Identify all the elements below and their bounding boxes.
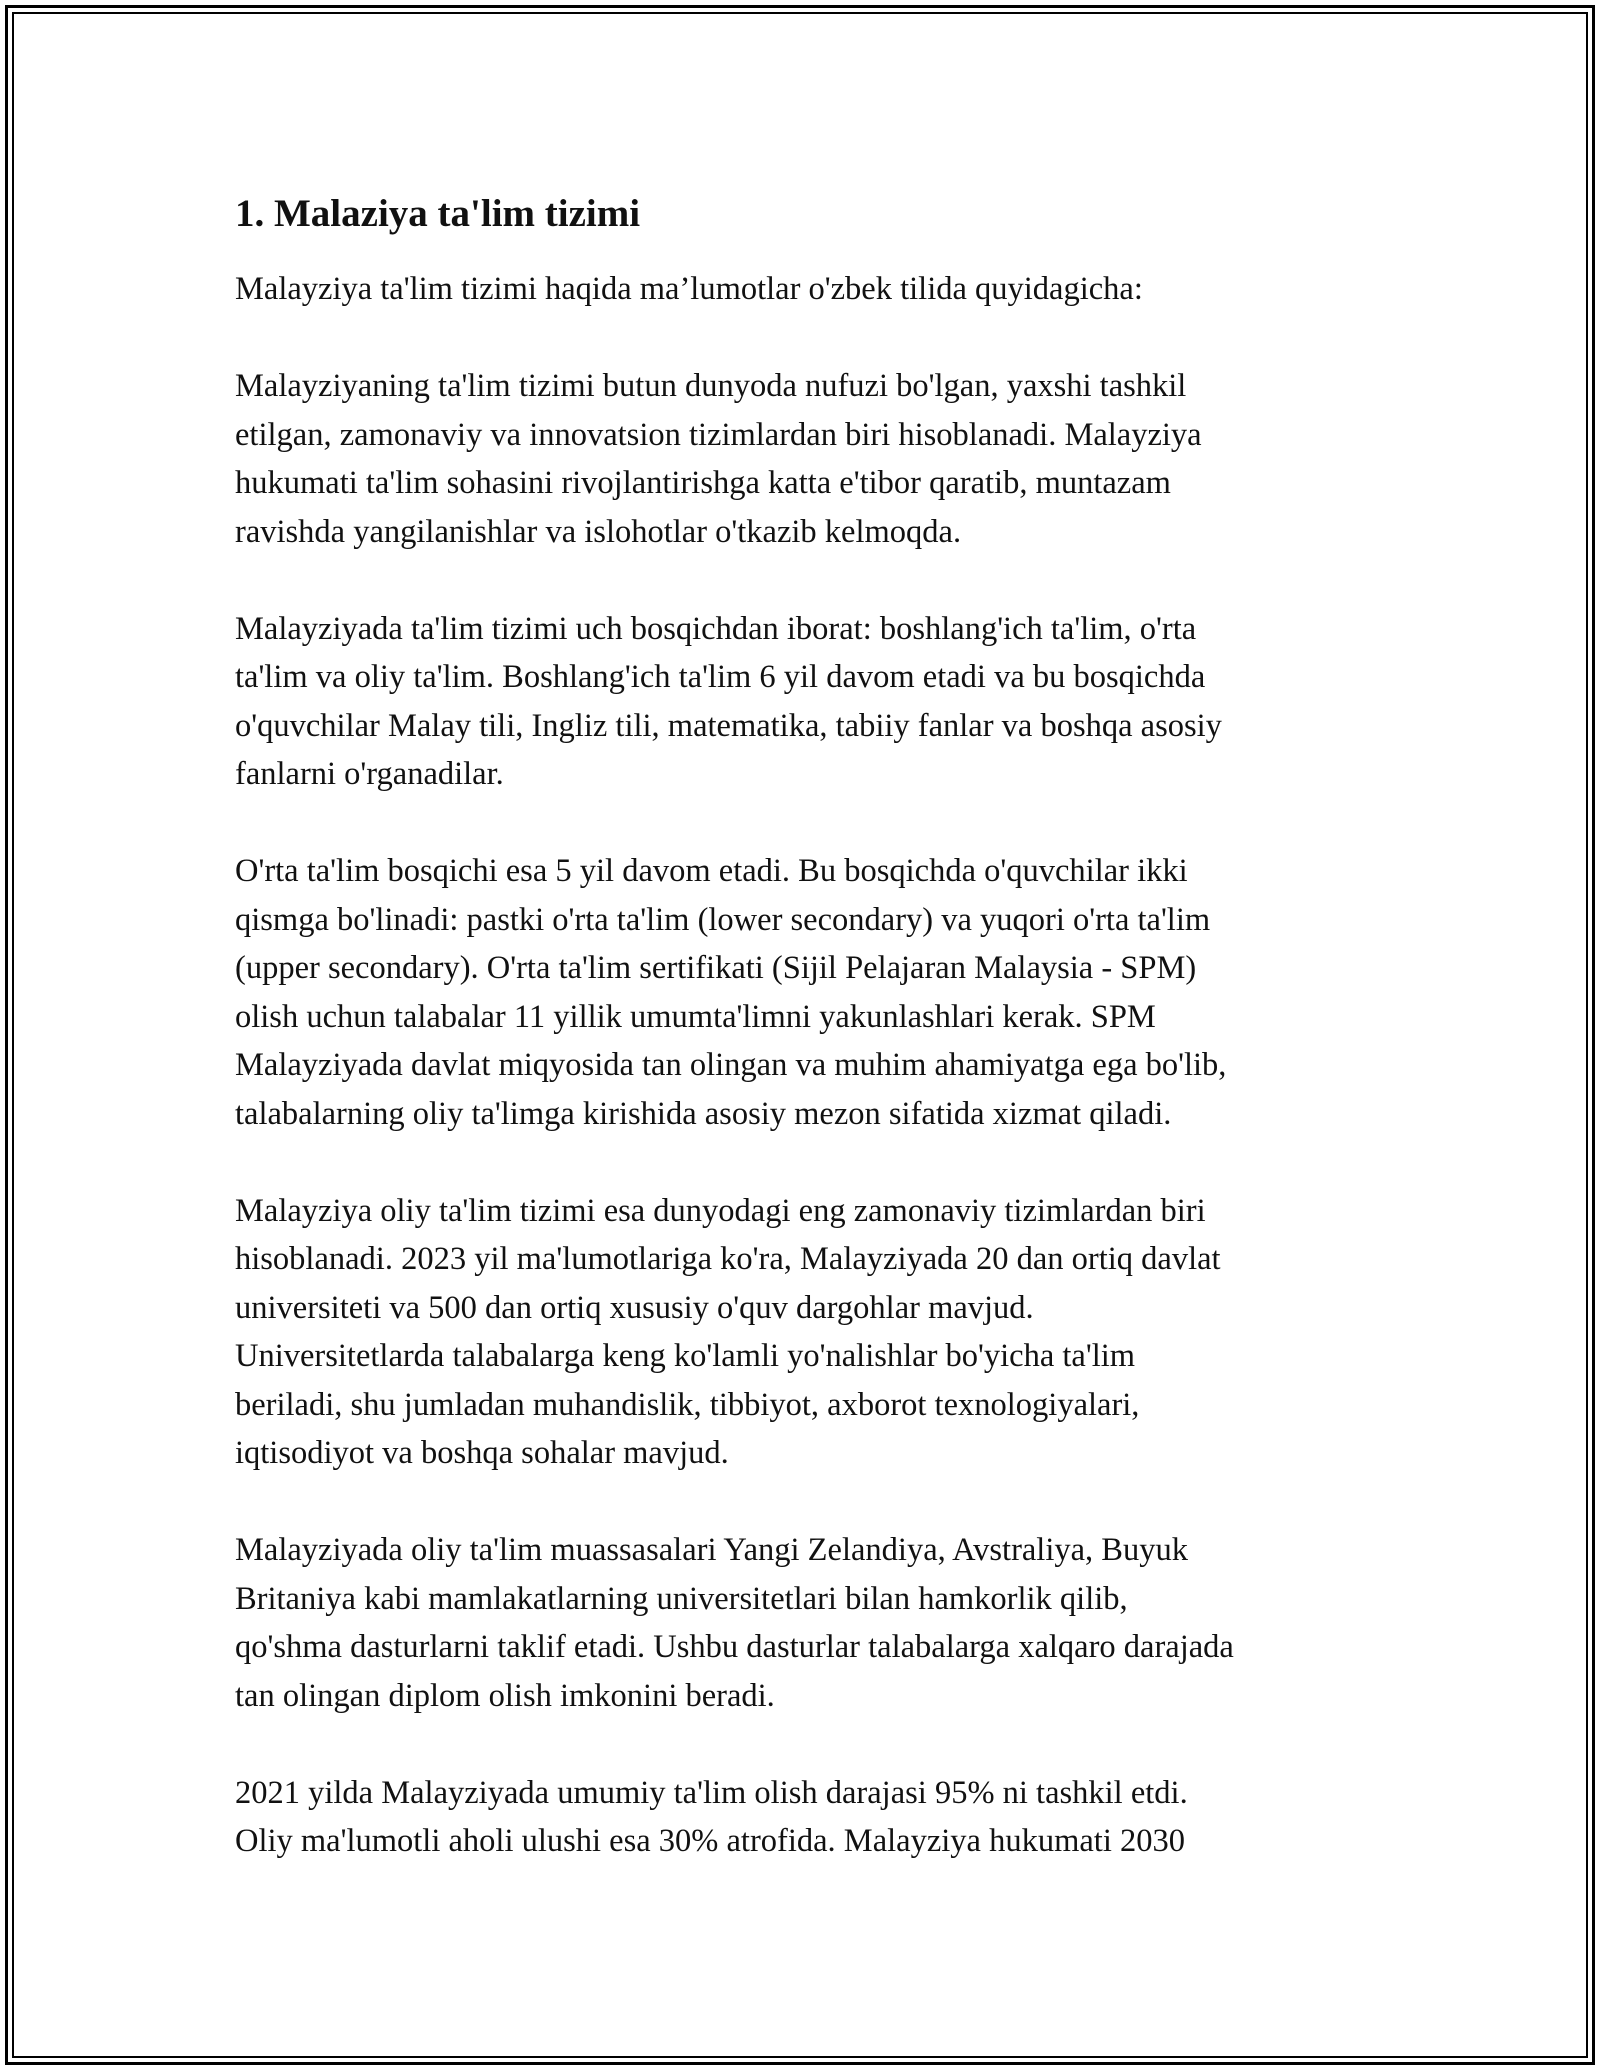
text-line: Malayziyada davlat miqyosida tan olingan va muhim ahamiyatga ega bo'lib,	[235, 1047, 1227, 1083]
text-line: iqtisodiyot va boshqa sohalar mavjud.	[235, 1435, 729, 1471]
text-line: etilgan, zamonaviy va innovatsion tizimlardan biri hisoblanadi. Malayziya	[235, 416, 1202, 453]
text-line: Malayziya oliy ta'lim tizimi esa dunyodagi eng zamonaviy tizimlardan biri	[235, 1192, 1206, 1229]
text-line: hisoblanadi. 2023 yil ma'lumotlariga ko'ra, Malayziyada 20 dan ortiq davlat	[235, 1241, 1221, 1277]
text-line: Oliy ma'lumotli aholi ulushi esa 30% atrofida. Malayziya hukumati 2030	[235, 1823, 1185, 1859]
text-line: Malayziyada oliy ta'lim muassasalari Yangi Zelandiya, Avstraliya, Buyuk	[235, 1532, 1188, 1568]
text-line: o'quvchilar Malay tili, Ingliz tili, matematika, tabiiy fanlar va boshqa asosiy	[235, 707, 1222, 744]
text-line: qismga bo'linadi: pastki o'rta ta'lim (lower secondary) va yuqori o'rta ta'lim	[235, 901, 1211, 938]
text-line: hukumati ta'lim sohasini rivojlantirishga katta e'tibor qaratib, muntazam	[235, 465, 1171, 501]
text-line: ta'lim va oliy ta'lim. Boshlang'ich ta'lim 6 yil davom etadi va bu bosqichda	[235, 659, 1206, 695]
paragraph	[235, 605, 1385, 799]
text-line: olish uchun talabalar 11 yillik umumta'limni yakunlashlari kerak. SPM	[235, 998, 1156, 1035]
text-line: Universitetlarda talabalarga keng ko'lamli yo'nalishlar bo'yicha ta'lim	[235, 1338, 1136, 1374]
document-body	[235, 185, 1385, 1914]
text-line: talabalarning oliy ta'limga kirishida asosiy mezon sifatida xizmat qiladi.	[235, 1095, 1172, 1132]
document-title: 1. Malaziya ta'lim tizimi	[235, 192, 641, 235]
paragraph	[235, 1769, 1385, 1866]
text-line: tan olingan diplom olish imkonini beradi.	[235, 1677, 775, 1714]
text-line: universiteti va 500 dan ortiq xususiy o'quv dargohlar mavjud.	[235, 1289, 1034, 1326]
paragraph	[235, 362, 1385, 556]
paragraph	[235, 265, 1385, 314]
text-line: Malayziyaning ta'lim tizimi butun dunyoda nufuzi bo'lgan, yaxshi tashkil	[235, 368, 1187, 404]
paragraph	[235, 1526, 1385, 1720]
text-line: Britaniya kabi mamlakatlarning universitetlari bilan hamkorlik qilib,	[235, 1580, 1128, 1617]
paragraph	[235, 847, 1385, 1138]
text-line: fanlarni o'rganadilar.	[235, 756, 504, 792]
text-line: Malayziya ta'lim tizimi haqida ma’lumotlar o'zbek tilida quyidagicha:	[235, 271, 1143, 307]
text-line: beriladi, shu jumladan muhandislik, tibbiyot, axborot texnologiyalari,	[235, 1386, 1140, 1423]
text-line: Malayziyada ta'lim tizimi uch bosqichdan iborat: boshlang'ich ta'lim, o'rta	[235, 610, 1197, 647]
text-line: 2021 yilda Malayziyada umumiy ta'lim olish darajasi 95% ni tashkil etdi.	[235, 1774, 1188, 1811]
paragraph	[235, 1187, 1385, 1478]
text-line: O'rta ta'lim bosqichi esa 5 yil davom etadi. Bu bosqichda o'quvchilar ikki	[235, 853, 1188, 889]
text-line: qo'shma dasturlarni taklif etadi. Ushbu dasturlar talabalarga xalqaro darajada	[235, 1629, 1234, 1665]
text-line: ravishda yangilanishlar va islohotlar o'tkazib kelmoqda.	[235, 513, 962, 550]
text-line: (upper secondary). O'rta ta'lim sertifikati (Sijil Pelajaran Malaysia - SPM)	[235, 950, 1197, 986]
